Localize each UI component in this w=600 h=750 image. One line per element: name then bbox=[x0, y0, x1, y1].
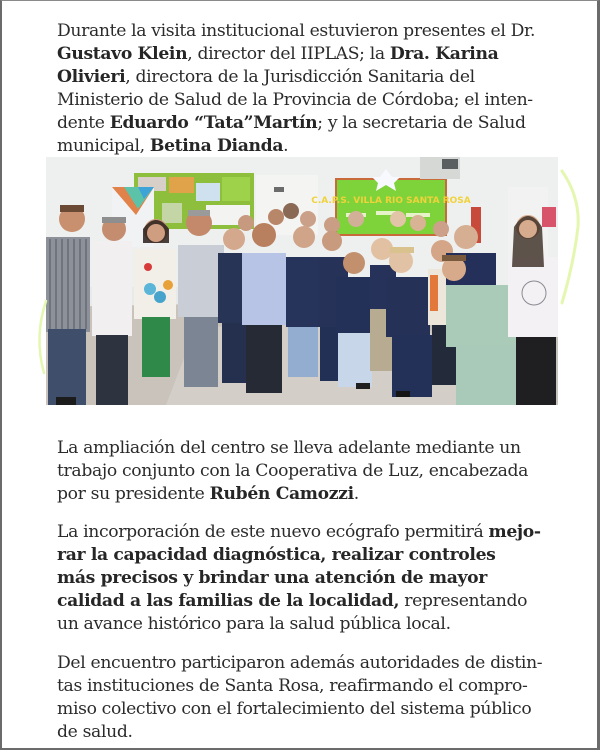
text-run: , director del IIPLAS; la bbox=[187, 44, 390, 64]
text-line bbox=[57, 460, 528, 483]
bold-text-run: mejo- bbox=[488, 522, 541, 542]
bold-text-run: Olivieri bbox=[57, 67, 126, 87]
text-line bbox=[57, 43, 535, 66]
bold-text-run: más precisos y brindar una atención de mayor bbox=[57, 568, 487, 588]
text-line bbox=[57, 437, 528, 460]
text-line bbox=[57, 721, 542, 744]
text-run: trabajo conjunto con la Cooperativa de Luz, encabezada bbox=[57, 461, 529, 481]
bold-text-run: calidad a las familias de la localidad, bbox=[57, 591, 400, 611]
text-run: de salud. bbox=[57, 722, 133, 742]
text-run: La incorporación de este nuevo ecógrafo permitirá bbox=[57, 522, 489, 542]
text-line bbox=[57, 135, 535, 158]
bold-text-run: Eduardo “Tata”Martín bbox=[109, 113, 318, 133]
bold-text-run: Rubén Camozzi bbox=[209, 484, 354, 504]
text-run: . bbox=[353, 484, 359, 504]
text-run: miso colectivo con el fortalecimiento del sistema público bbox=[57, 699, 532, 719]
text-line bbox=[57, 112, 535, 135]
text-run: Ministerio de Salud de la Provincia de Córdoba; el inten- bbox=[57, 90, 533, 110]
text-line bbox=[57, 652, 542, 675]
text-line bbox=[57, 544, 541, 567]
text-run: dente bbox=[57, 113, 110, 133]
paragraph-cooperative bbox=[57, 437, 528, 506]
text-line bbox=[57, 483, 528, 506]
group-photo bbox=[46, 157, 558, 405]
text-run: , directora de la Jurisdicción Sanitaria del bbox=[125, 67, 475, 87]
text-line bbox=[57, 521, 541, 544]
bold-text-run: rar la capacidad diagnóstica, realizar controles bbox=[57, 545, 496, 565]
text-run: . bbox=[283, 136, 289, 156]
text-line bbox=[57, 66, 535, 89]
text-run: representando bbox=[399, 591, 528, 611]
text-run: tas instituciones de Santa Rosa, reafirmando el compro- bbox=[57, 676, 528, 696]
paragraph-visit-attendees bbox=[57, 20, 535, 158]
paragraph-ultrasound bbox=[57, 521, 541, 636]
svg-text:C.A.P.S. VILLA RIO SANTA ROSA: C.A.P.S. VILLA RIO SANTA ROSA bbox=[311, 196, 471, 206]
text-line bbox=[57, 675, 542, 698]
text-run: Durante la visita institucional estuvieron presentes el Dr. bbox=[57, 21, 536, 41]
text-run: un avance histórico para la salud pública local. bbox=[57, 614, 451, 634]
text-line bbox=[57, 89, 535, 112]
text-line bbox=[57, 567, 541, 590]
bold-text-run: Dra. Karina bbox=[389, 44, 499, 64]
text-run: La ampliación del centro se lleva adelante mediante un bbox=[57, 438, 521, 458]
text-run: municipal, bbox=[57, 136, 150, 156]
bold-text-run: Betina Dianda bbox=[149, 136, 284, 156]
text-run: ; y la secretaria de Salud bbox=[317, 113, 526, 133]
text-run: por su presidente bbox=[57, 484, 210, 504]
decorative-curve-right-icon bbox=[558, 167, 586, 307]
text-line bbox=[57, 613, 541, 636]
paragraph-participants bbox=[57, 652, 542, 744]
text-line bbox=[57, 590, 541, 613]
group-photo-illustration bbox=[46, 157, 558, 405]
text-run: Del encuentro participaron además autoridades de distin- bbox=[57, 653, 543, 673]
text-line bbox=[57, 20, 535, 43]
text-line bbox=[57, 698, 542, 721]
bold-text-run: Gustavo Klein bbox=[57, 44, 188, 64]
